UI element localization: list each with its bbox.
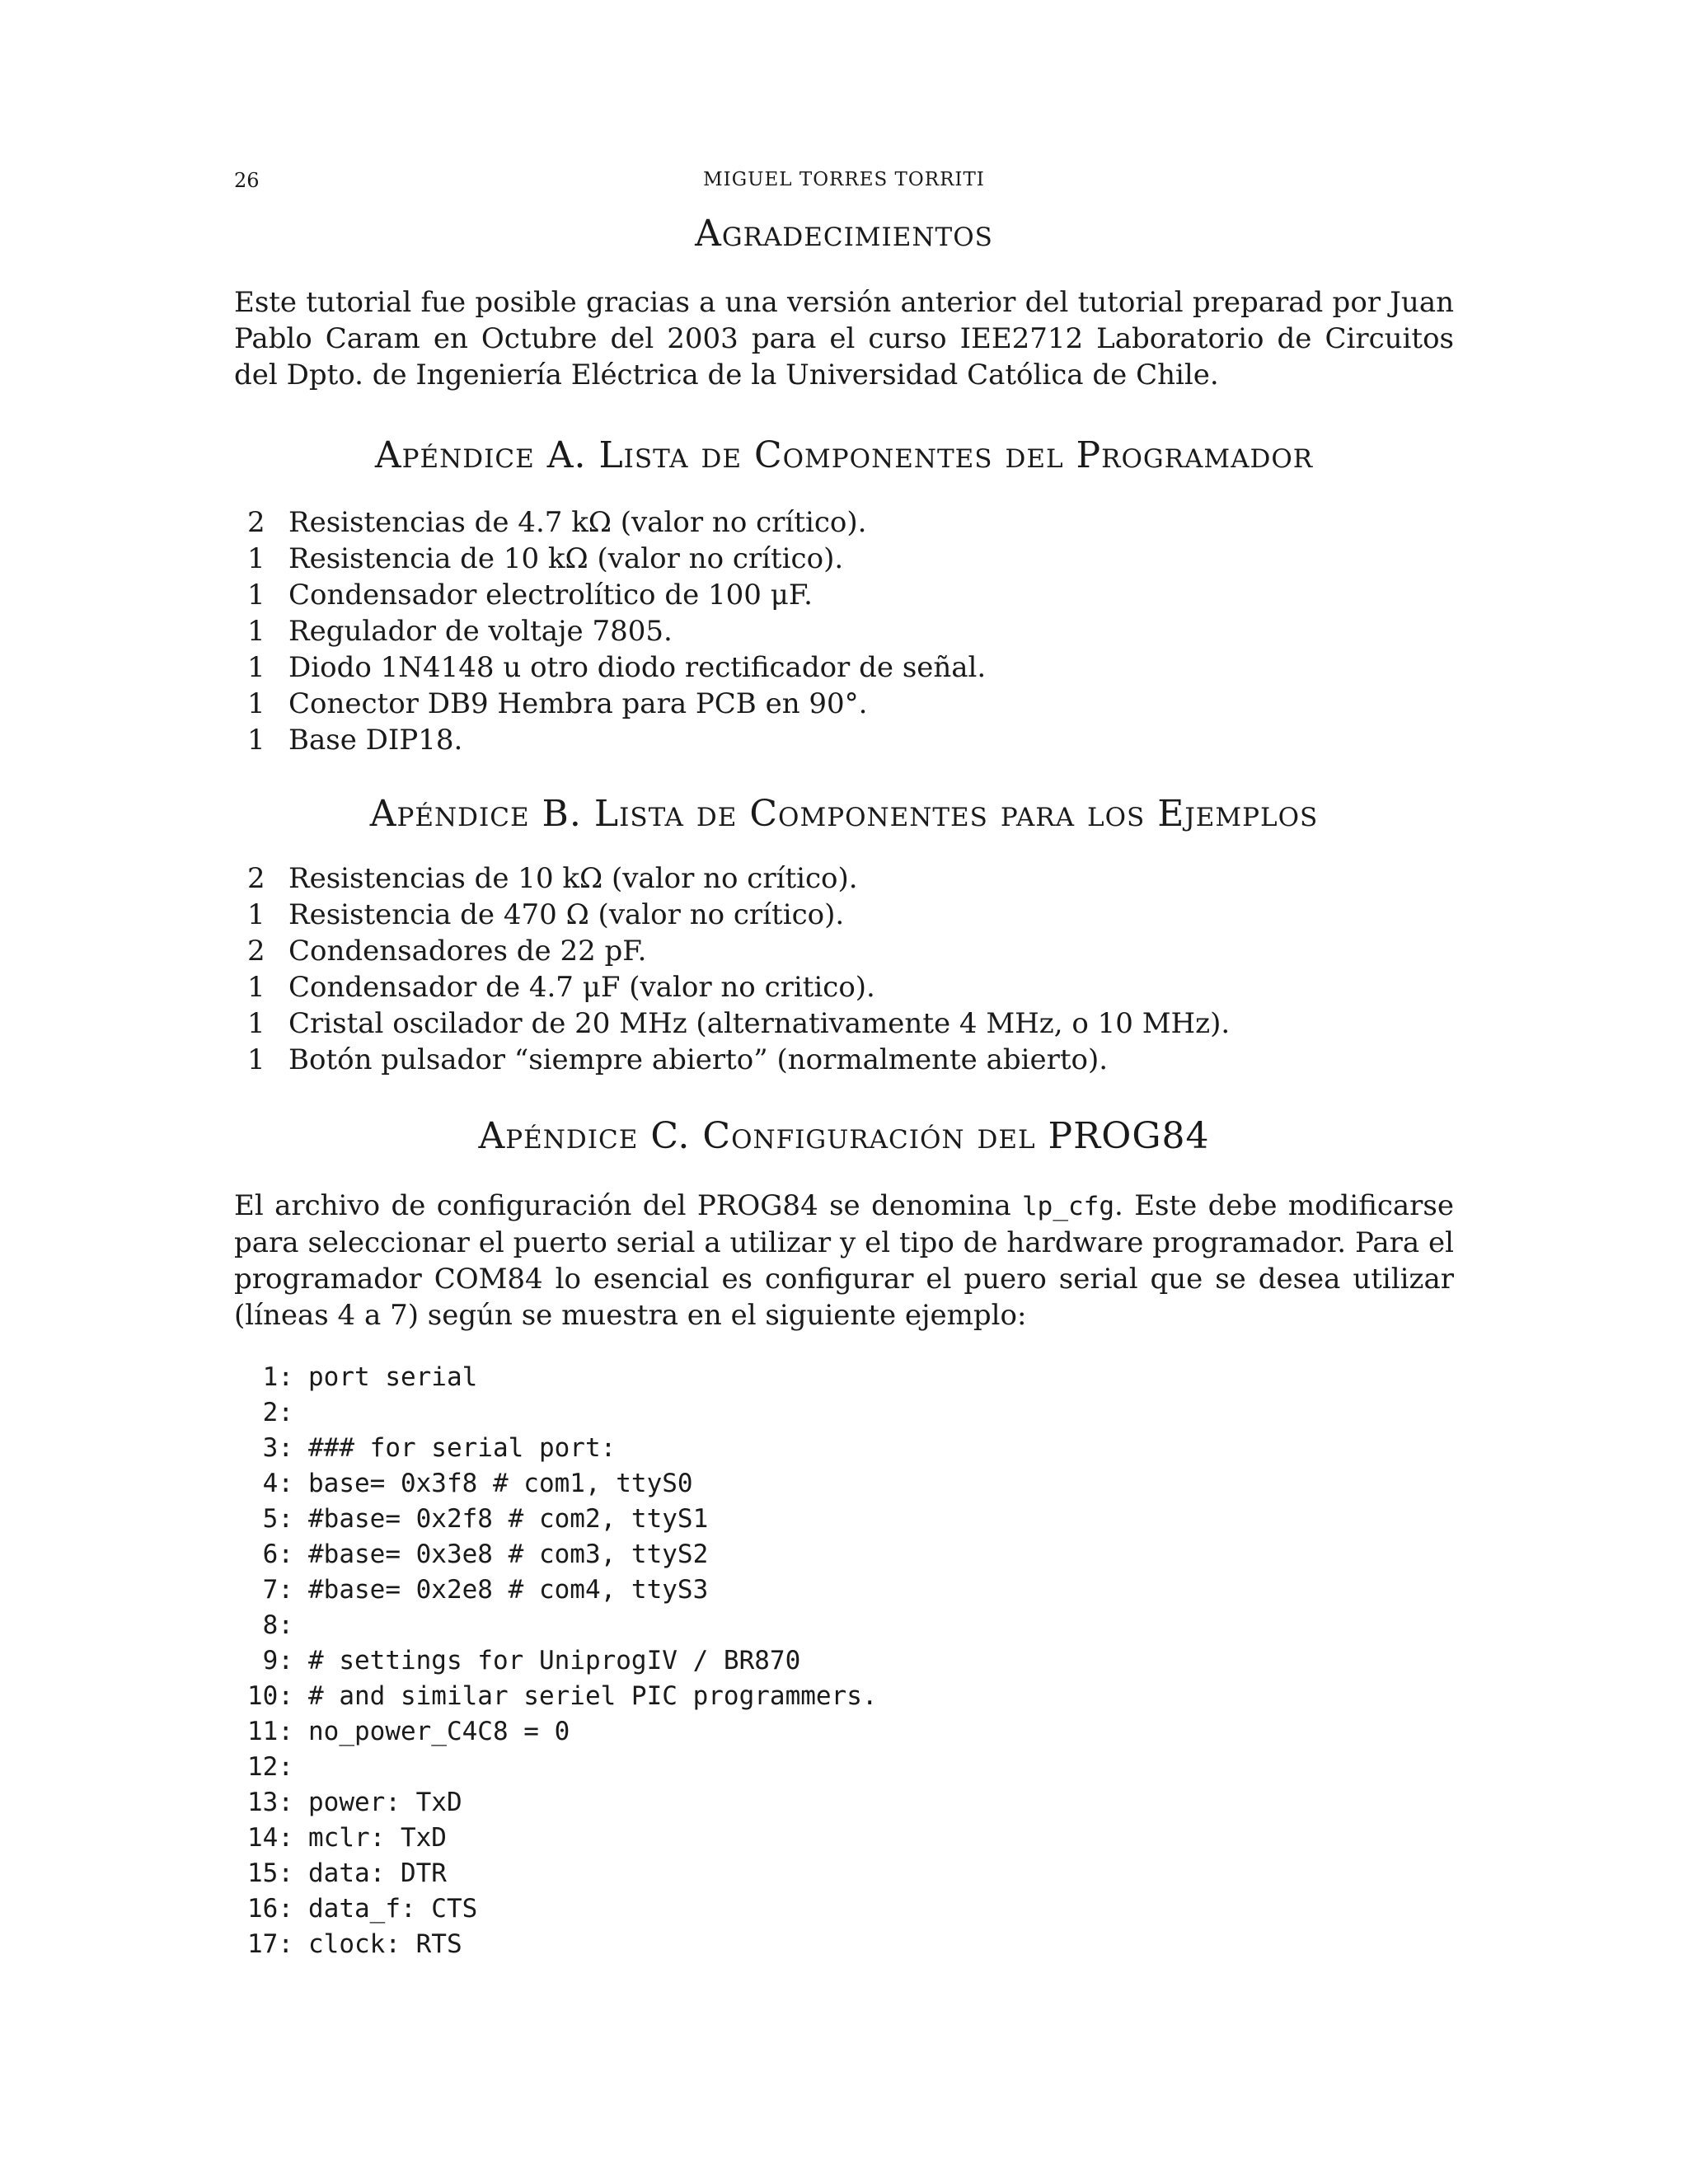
code-line [234, 1927, 878, 1962]
page-header [234, 169, 1454, 199]
item-quantity: 1 [247, 1043, 265, 1076]
code-line [234, 1856, 878, 1891]
page-number: 26 [234, 169, 260, 192]
line-number: 14: [247, 1823, 293, 1853]
code-line [234, 1360, 878, 1395]
line-code: # and similar seriel PIC programmers. [308, 1681, 878, 1711]
item-description: Base DIP18. [288, 724, 463, 757]
line-code: data: DTR [308, 1858, 447, 1888]
item-description: Condensadores de 22 pF. [288, 935, 647, 968]
code-line [234, 1395, 878, 1431]
line-number: 15: [247, 1858, 293, 1888]
item-quantity: 1 [247, 724, 265, 757]
list-item [239, 686, 1442, 722]
line-code: mclr: TxD [308, 1823, 447, 1853]
item-quantity: 2 [247, 935, 265, 968]
code-line [234, 1785, 878, 1821]
line-code: port serial [308, 1362, 478, 1392]
line-number: 6: [262, 1540, 293, 1569]
item-description: Condensador de 4.7 μF (valor no critico). [288, 971, 875, 1004]
code-line [234, 1431, 878, 1466]
list-item [239, 969, 1442, 1005]
inline-filename: lp_cfg [1022, 1192, 1114, 1221]
code-line [234, 1891, 878, 1927]
item-quantity: 1 [247, 542, 265, 575]
code-line [234, 1537, 878, 1572]
list-item [239, 541, 1442, 577]
line-number: 4: [262, 1469, 293, 1498]
item-quantity: 1 [247, 579, 265, 612]
list-item [239, 860, 1442, 897]
code-line [234, 1821, 878, 1856]
intro-text-end: . Este debe modificarse para seleccionar el puerto serial a utilizar y el tipo de hardware programador. Para el programador COM84 lo esencial es configurar el puero serial que se desea utilizar (líneas 4 a 7) según se muestra en el siguiente ejemplo: [234, 1189, 1455, 1332]
item-quantity: 1 [247, 971, 265, 1004]
item-description: Condensador electrolítico de 100 μF. [288, 579, 813, 612]
config-code-listing [234, 1360, 878, 1962]
appendix-c-text [234, 1188, 1454, 1333]
line-code: base= 0x3f8 # com1, ttyS0 [308, 1469, 693, 1498]
acknowledgements-heading: Agradecimientos [695, 213, 993, 255]
line-number: 9: [262, 1646, 293, 1675]
line-code: #base= 0x2f8 # com2, ttyS1 [308, 1504, 709, 1534]
line-code: power: TxD [308, 1788, 462, 1817]
line-number: 1: [262, 1362, 293, 1392]
line-number: 2: [262, 1398, 293, 1427]
item-quantity: 1 [247, 651, 265, 684]
line-number: 17: [247, 1929, 293, 1959]
list-item [239, 649, 1442, 686]
line-number: 12: [247, 1752, 293, 1782]
list-item [239, 1005, 1442, 1042]
item-quantity: 1 [247, 1007, 265, 1040]
line-number: 3: [262, 1433, 293, 1463]
line-code: data_f: CTS [308, 1894, 478, 1924]
acknowledgements-text: Este tutorial fue posible gracias a una versión anterior del tutorial preparad por Juan Pablo Caram en Octubre del 2003 para el curso IEE2712 Laboratorio de Circuitos del Dpto. de Ingeniería Eléctrica de la Universidad Católica de Chile. [234, 286, 1454, 391]
line-code: #base= 0x2e8 # com4, ttyS3 [308, 1575, 709, 1605]
item-description: Regulador de voltaje 7805. [288, 615, 673, 648]
code-line [234, 1608, 878, 1643]
list-item [239, 897, 1442, 933]
line-number: 8: [262, 1610, 293, 1640]
item-description: Cristal oscilador de 20 MHz (alternativamente 4 MHz, o 10 MHz). [288, 1007, 1231, 1040]
item-description: Botón pulsador “siempre abierto” (normalmente abierto). [288, 1043, 1109, 1076]
code-line [234, 1466, 878, 1502]
list-item [239, 504, 1442, 541]
line-code: clock: RTS [308, 1929, 462, 1959]
list-item [239, 722, 1442, 758]
line-number: 11: [247, 1717, 293, 1746]
appendix-c-paragraph [234, 1188, 1454, 1333]
code-line [234, 1643, 878, 1679]
item-description: Diodo 1N4148 u otro diodo rectificador de señal. [288, 651, 987, 684]
appendix-b-component-list [239, 860, 1442, 1078]
item-description: Resistencias de 10 kΩ (valor no crítico). [288, 862, 858, 895]
line-number: 5: [262, 1504, 293, 1534]
line-number: 10: [247, 1681, 293, 1711]
line-code: no_power_C4C8 = 0 [308, 1717, 570, 1746]
appendix-a-heading: Apéndice A. Lista de Componentes del Programador [374, 434, 1314, 476]
appendix-a-component-list [239, 504, 1442, 758]
appendix-b-heading: Apéndice B. Lista de Componentes para los Ejemplos [369, 793, 1319, 835]
line-number: 16: [247, 1894, 293, 1924]
acknowledgements-paragraph [234, 284, 1454, 393]
item-quantity: 2 [247, 862, 265, 895]
list-item [239, 1042, 1442, 1078]
appendix-c-heading: Apéndice C. Configuración del PROG84 [478, 1115, 1210, 1157]
item-quantity: 1 [247, 898, 265, 931]
code-line [234, 1572, 878, 1608]
code-line [234, 1502, 878, 1537]
line-code: #base= 0x3e8 # com3, ttyS2 [308, 1540, 709, 1569]
line-code: # settings for UniprogIV / BR870 [308, 1646, 801, 1675]
item-description: Resistencia de 470 Ω (valor no crítico). [288, 898, 845, 931]
item-description: Resistencia de 10 kΩ (valor no crítico). [288, 542, 844, 575]
item-quantity: 1 [247, 615, 265, 648]
line-number: 7: [262, 1575, 293, 1605]
line-code: ### for serial port: [308, 1433, 617, 1463]
intro-text-start: El archivo de configuración del PROG84 se denomina [234, 1189, 1023, 1222]
list-item [239, 613, 1442, 649]
item-description: Resistencias de 4.7 kΩ (valor no crítico). [288, 506, 867, 539]
list-item [239, 933, 1442, 969]
code-line [234, 1714, 878, 1750]
item-quantity: 1 [247, 687, 265, 720]
line-number: 13: [247, 1788, 293, 1817]
code-line [234, 1679, 878, 1714]
list-item [239, 577, 1442, 613]
item-quantity: 2 [247, 506, 265, 539]
item-description: Conector DB9 Hembra para PCB en 90°. [288, 687, 868, 720]
running-head: MIGUEL TORRES TORRITI [703, 169, 985, 190]
code-line [234, 1750, 878, 1785]
